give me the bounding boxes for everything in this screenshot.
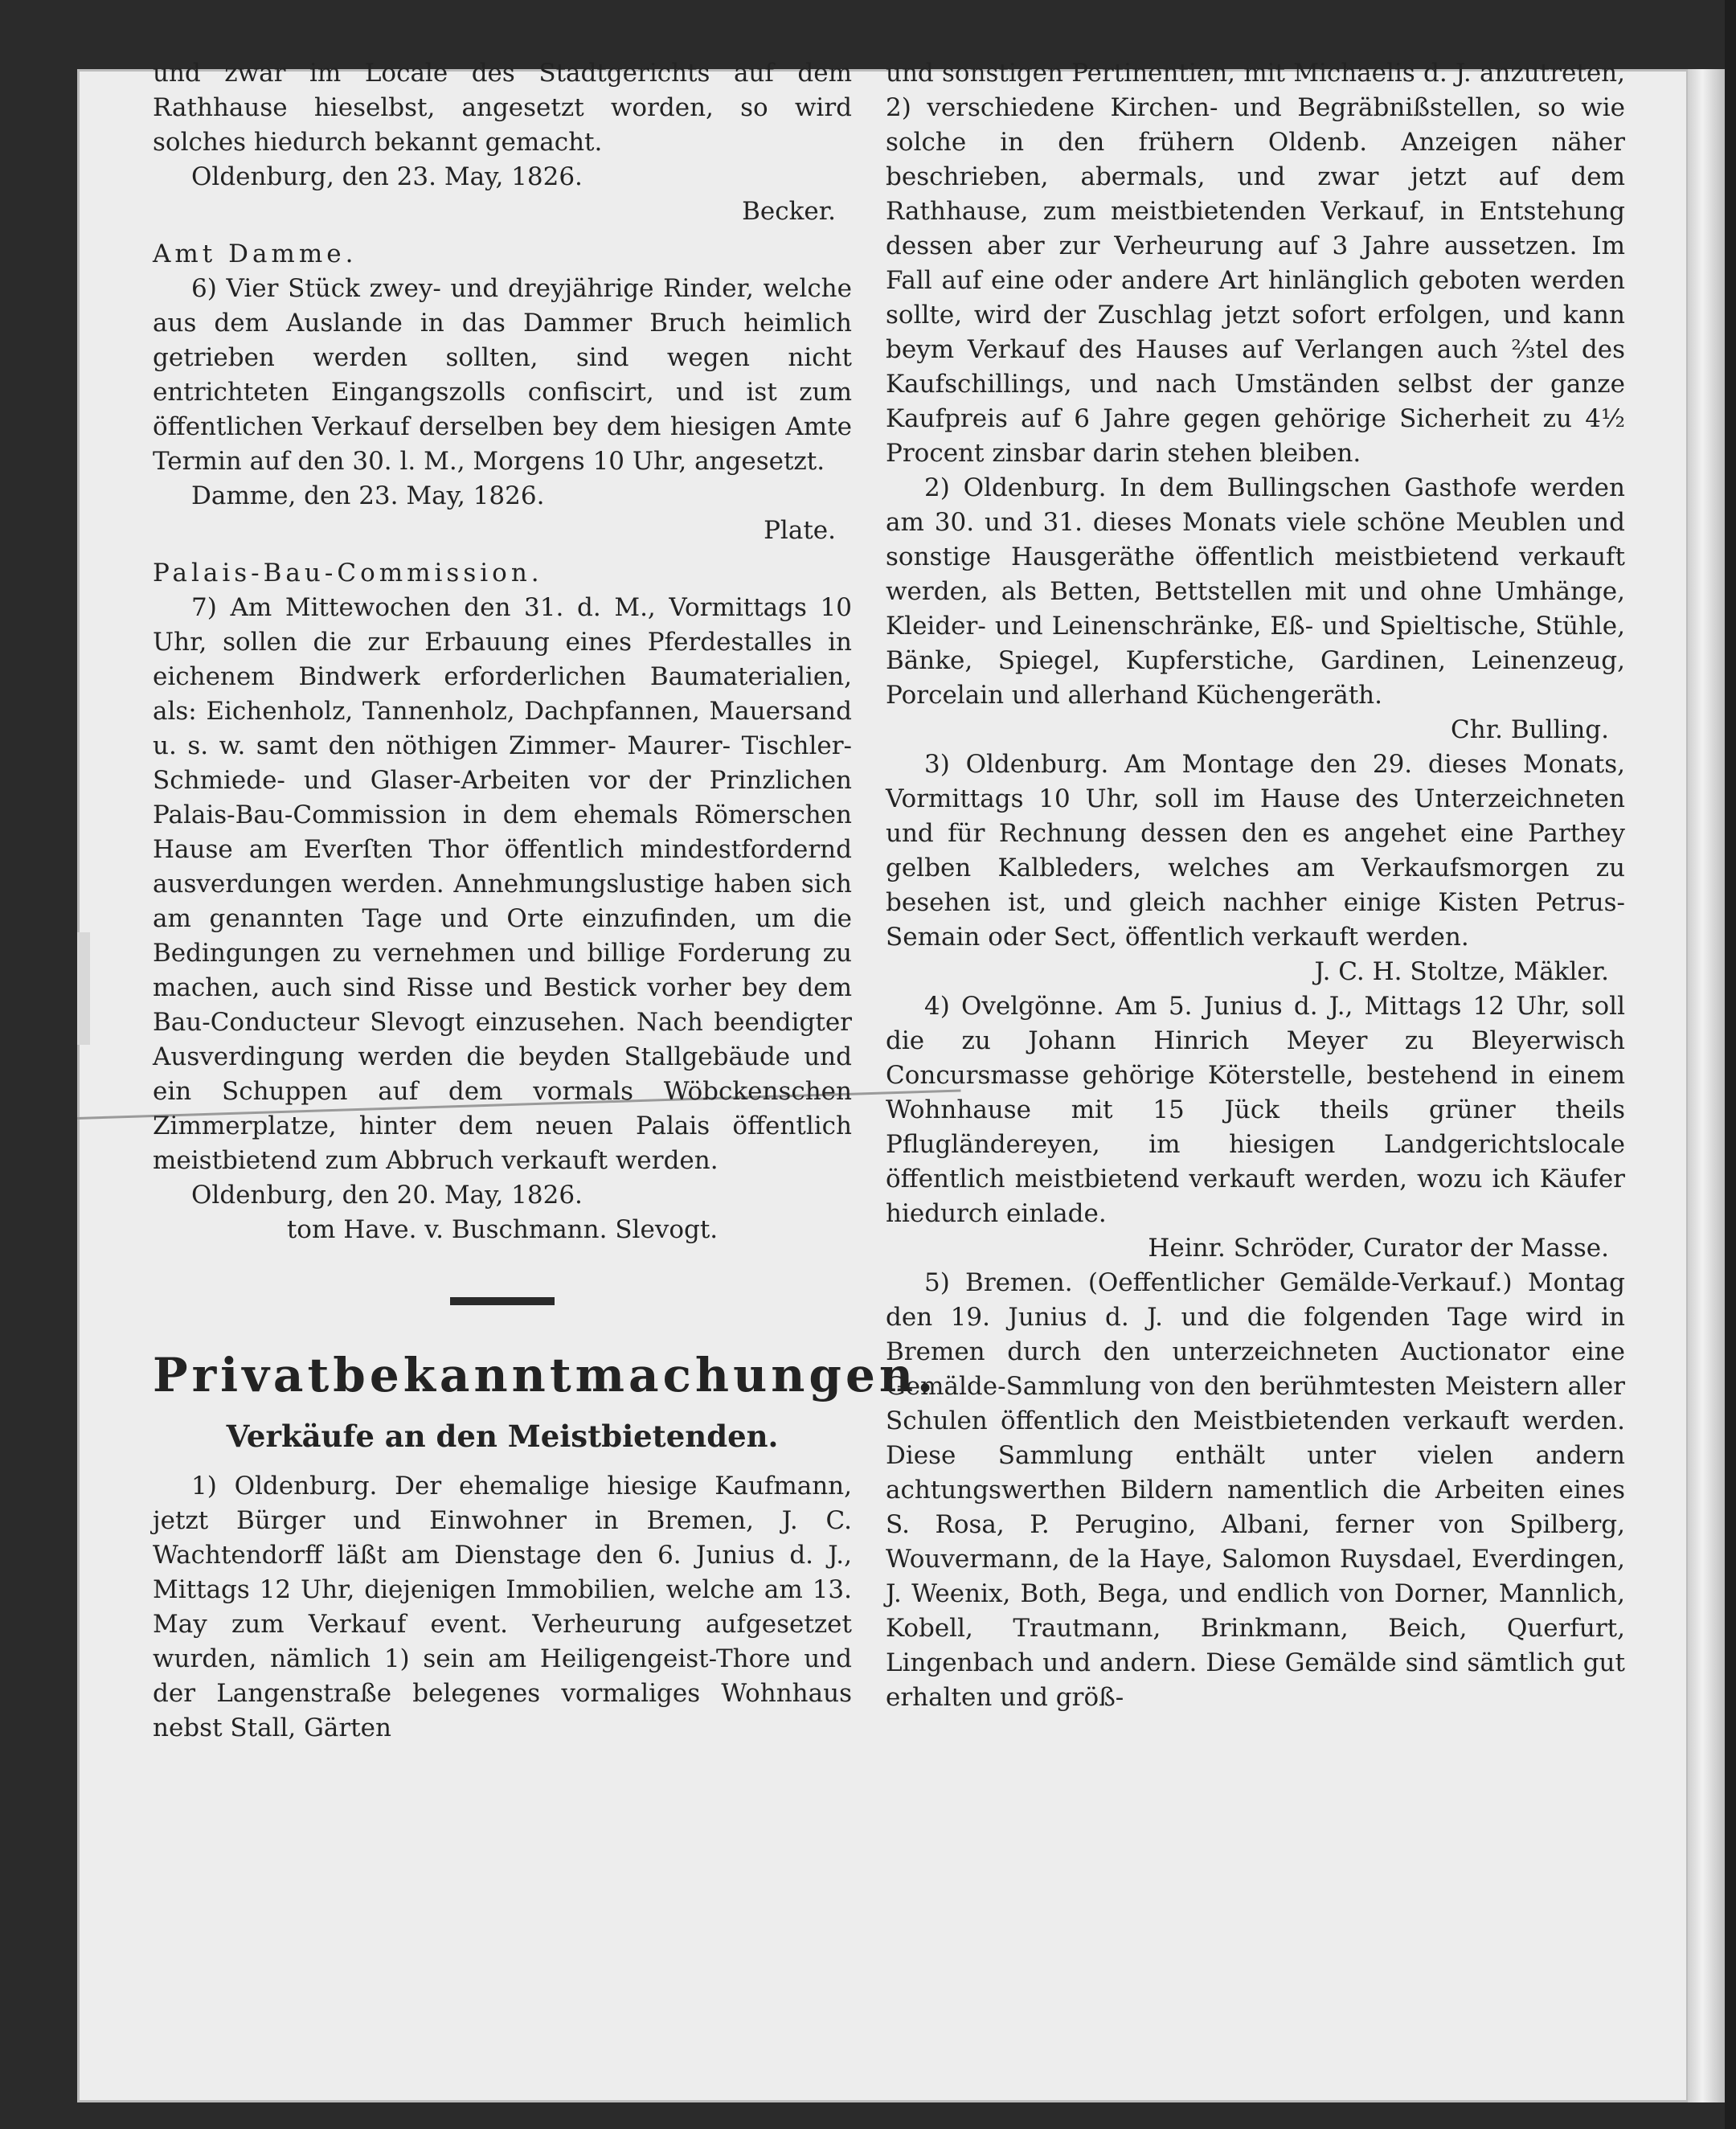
right-column: [886, 56, 1625, 1715]
page-edge: [1725, 0, 1736, 2129]
continued-text: und sonstigen Pertinentien, mit Michaelis d. J. anzutreten, 2) verschiedene Kirchen- und Begräbnißstellen, so wie solche in den frühern Oldenb. Anzeigen näher beschrieben, abermals, und zwar jetzt auf dem Rathhause, zum meistbietenden Verkauf, in Entstehung dessen aber zur Verheurung auf 3 Jahre aussetzen. Im Fall auf eine oder andere Art hinlänglich geboten werden sollte, wird der Zuschlag jetzt sofort erfolgen, und kann beym Verkauf des Hauses auf Verlangen auch ⅔tel des Kaufschillings, und nach Umständen selbst der ganze Kaufpreis auf 6 Jahre gegen gehörige Sicherheit zu 4½ Procent zinsbar darin stehen bleiben.: [886, 59, 1625, 468]
section-heading: Amt Damme.: [153, 240, 358, 268]
signature: Plate.: [764, 516, 836, 545]
notice-item: 7) Am Mittewochen den 31. d. M., Vormittags 10 Uhr, sollen die zur Erbauung eines Pferdestalles in eichenem Bindwerk erforderlichen Baumaterialien, als: Eichenholz, Tannenholz, Dachpfannen, Mauersand u. s. w. samt den nöthigen Zimmer- Maurer- Tischler- Schmiede- und Glaser-Arbeiten vor der Prinzlichen Palais-Bau-Commission in dem ehemals Römerschen Hause am Everſten Thor öffentlich mindestfordernd ausverdungen werden. Annehmungslustige haben sich am genannten Tage und Orte einzufinden, um die Bedingungen zu vernehmen und billige Forderung zu machen, auch sind Risse und Bestick vorher bey dem Bau-Conducteur Slevogt einzusehen. Nach beendigter Ausverdingung werden die beyden Stallgebäude und ein Schuppen auf dem vormals Wöbckenschen Zimmerplatze, hinter dem neuen Palais öffentlich meistbietend zum Abbruch verkauft werden.: [153, 593, 852, 1175]
dateline: Oldenburg, den 23. May, 1826.: [191, 162, 583, 191]
page-section-title: Privatbekanntmachungen.: [153, 1348, 938, 1402]
page-section-subtitle: Verkäufe an den Meistbietenden.: [226, 1419, 779, 1454]
dateline: Oldenburg, den 20. May, 1826.: [191, 1181, 583, 1210]
signature: Chr. Bulling.: [1451, 715, 1609, 744]
binding-tab: [77, 932, 90, 1045]
notice-item: 1) Oldenburg. Der ehemalige hiesige Kaufmann, jetzt Bürger und Einwohner in Bremen, J. C. Wachtendorff läßt am Dienstage den 6. Junius d. J., Mittags 12 Uhr, diejenigen Immobilien, welche am 13. May zum Verkauf event. Verheurung aufgesetzet wurden, nämlich 1) sein am Heiligengeist-Thore und der Langenstraße belegenes vormaliges Wohnhaus nebst Stall, Gärten: [153, 1472, 852, 1742]
section-heading: Palais-Bau-Commission.: [153, 559, 543, 588]
signature: Heinr. Schröder, Curator der Masse.: [1148, 1234, 1609, 1263]
signature: Becker.: [742, 197, 836, 226]
notice-item: 4) Ovelgönne. Am 5. Junius d. J., Mittags 12 Uhr, soll die zu Johann Hinrich Meyer zu Bleyerwisch Concursmasse gehörige Köterstelle, bestehend in einem Wohnhause mit 15 Jück theils grüner theils Pflugländereyen, im hiesigen Landgerichtslocale öffentlich meistbietend verkauft werden, wozu ich Käufer hiedurch einlade.: [886, 992, 1625, 1228]
notice-item: 3) Oldenburg. Am Montage den 29. dieses Monats, Vormittags 10 Uhr, soll im Hause des Unterzeichneten und für Rechnung dessen den es angehet eine Parthey gelben Kalbleders, welches am Verkaufsmorgen zu besehen ist, und gleich nachher einige Kisten Petrus-Semain oder Sect, öffentlich verkauft werden.: [886, 750, 1625, 952]
section-divider: [450, 1297, 555, 1305]
left-column: [153, 56, 938, 1746]
continued-text: und zwar im Locale des Stadtgerichts auf dem Rathhause hieselbst, angesetzt worden, so wird solches hiedurch bekannt gemacht.: [153, 59, 852, 157]
book-spine: [1688, 69, 1725, 2102]
notice-item: 6) Vier Stück zwey- und dreyjährige Rinder, welche aus dem Auslande in das Dammer Bruch heimlich getrieben werden sollten, sind wegen nicht entrichteten Eingangszolls confiscirt, und ist zum öffentlichen Verkauf derselben bey dem hiesigen Amte Termin auf den 30. l. M., Morgens 10 Uhr, angesetzt.: [153, 274, 852, 476]
signature: J. C. H. Stoltze, Mäkler.: [1314, 957, 1609, 986]
notice-item: 5) Bremen. (Oeffentlicher Gemälde-Verkauf.) Montag den 19. Junius d. J. und die folgenden Tage wird in Bremen durch den unterzeichneten Auctionator eine Gemälde-Sammlung von den berühmtesten Meistern aller Schulen öffentlich den Meistbietenden verkauft werden. Diese Sammlung enthält unter vielen andern achtungswerthen Bildern namentlich die Arbeiten eines S. Rosa, P. Perugino, Albani, ferner von Spilberg, Wouvermann, de la Haye, Salomon Ruysdael, Everdingen, J. Weenix, Both, Bega, und endlich von Dorner, Mannlich, Kobell, Trautmann, Brinkmann, Beich, Querfurt, Lingenbach und andern. Diese Gemälde sind sämtlich gut erhalten und größ-: [886, 1268, 1625, 1712]
dateline: Damme, den 23. May, 1826.: [191, 481, 545, 510]
notice-item: 2) Oldenburg. In dem Bullingschen Gasthofe werden am 30. und 31. dieses Monats viele schöne Meublen und sonstige Hausgeräthe öffentlich meistbietend verkauft werden, als Betten, Bettstellen mit und ohne Umhänge, Kleider- und Leinenschränke, Eß- und Spieltische, Stühle, Bänke, Spiegel, Kupferstiche, Gardinen, Leinenzeug, Porcelain und allerhand Küchengeräth.: [886, 473, 1625, 710]
signature: tom Have. v. Buschmann. Slevogt.: [286, 1215, 719, 1244]
